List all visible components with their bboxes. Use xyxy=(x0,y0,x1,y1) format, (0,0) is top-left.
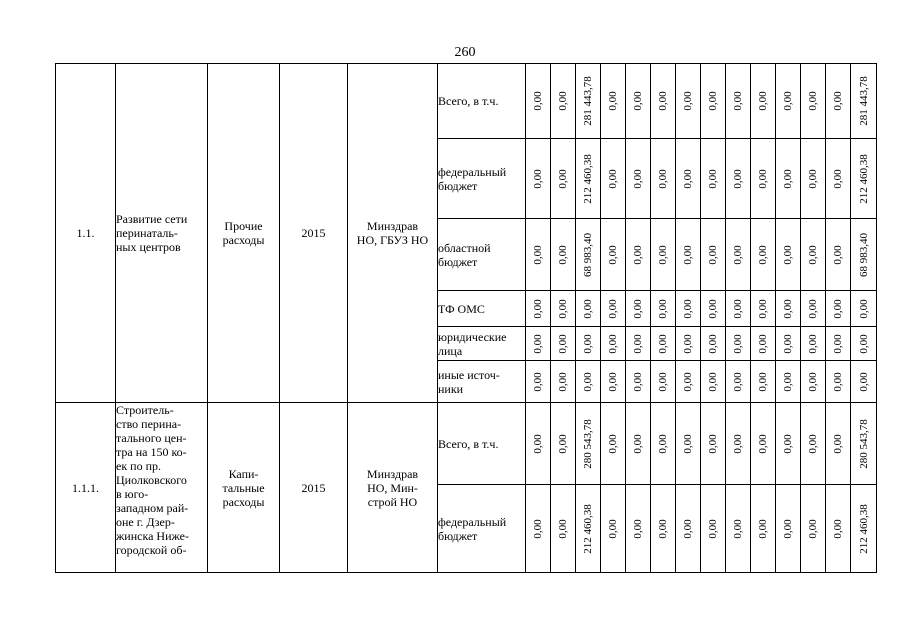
value-text: 0,00 xyxy=(807,433,819,454)
value-text: 0,00 xyxy=(807,333,819,354)
value-text: 0,00 xyxy=(707,168,719,189)
value-cell xyxy=(626,327,651,361)
value-cell xyxy=(626,64,651,139)
value-cell xyxy=(551,64,576,139)
value-cell xyxy=(751,139,776,219)
value-text: 0,00 xyxy=(782,518,794,539)
value-cell xyxy=(601,291,626,327)
value-text: 0,00 xyxy=(607,371,619,392)
value-text: 0,00 xyxy=(782,168,794,189)
text-line: ники xyxy=(438,381,464,396)
value-text: 0,00 xyxy=(732,168,744,189)
value-text: 0,00 xyxy=(682,371,694,392)
value-text: 0,00 xyxy=(757,298,769,319)
text-line: ек по пр. xyxy=(116,459,161,473)
value-cell xyxy=(751,291,776,327)
value-text: 0,00 xyxy=(857,298,870,319)
value-text: 0,00 xyxy=(757,371,769,392)
value-text: 0,00 xyxy=(557,371,569,392)
value-cell xyxy=(651,64,676,139)
value-cell xyxy=(626,485,651,573)
text-line: ных центров xyxy=(116,240,181,254)
value-text: 0,00 xyxy=(707,518,719,539)
value-text: 0,00 xyxy=(532,518,544,539)
value-cell xyxy=(701,327,726,361)
value-cell xyxy=(551,403,576,485)
value-text: 0,00 xyxy=(707,91,719,111)
value-cell xyxy=(751,327,776,361)
value-cell xyxy=(701,219,726,291)
value-cell xyxy=(776,485,801,573)
text-line: бюджет xyxy=(438,178,478,193)
value-cell xyxy=(801,485,826,573)
value-text: 0,00 xyxy=(832,371,844,392)
value-cell xyxy=(601,139,626,219)
value-cell xyxy=(651,327,676,361)
value-text: 0,00 xyxy=(557,298,569,319)
value-text: 0,00 xyxy=(532,91,544,111)
value-text: 0,00 xyxy=(582,333,594,354)
value-cell xyxy=(776,291,801,327)
value-cell xyxy=(576,139,601,219)
value-text: 280 543,78 xyxy=(582,418,594,469)
value-text: 0,00 xyxy=(532,371,544,392)
value-cell xyxy=(551,219,576,291)
table-row xyxy=(56,403,877,485)
value-cell xyxy=(776,139,801,219)
value-cell xyxy=(701,361,726,403)
value-cell xyxy=(651,139,676,219)
value-cell xyxy=(776,403,801,485)
value-text: 0,00 xyxy=(682,433,694,454)
value-cell xyxy=(551,139,576,219)
value-cell xyxy=(801,361,826,403)
value-cell xyxy=(526,291,551,327)
value-text: 0,00 xyxy=(757,244,769,265)
value-text: 0,00 xyxy=(732,371,744,392)
value-cell xyxy=(751,64,776,139)
value-text: 0,00 xyxy=(732,298,744,319)
value-text: 0,00 xyxy=(632,371,644,392)
text-line: Капи- xyxy=(228,466,259,481)
value-text: 0,00 xyxy=(557,518,569,539)
value-text: 212 460,38 xyxy=(582,503,594,554)
value-cell xyxy=(526,327,551,361)
value-text: 0,00 xyxy=(857,333,870,354)
value-cell xyxy=(801,139,826,219)
value-text: 212 460,38 xyxy=(582,153,594,204)
value-cell xyxy=(726,361,751,403)
text-line: НО, ГБУЗ НО xyxy=(356,233,429,247)
value-text: 0,00 xyxy=(707,298,719,319)
value-cell xyxy=(576,403,601,485)
page-number: 260 xyxy=(454,45,476,60)
value-cell xyxy=(726,403,751,485)
value-cell xyxy=(826,361,851,403)
value-text: 0,00 xyxy=(557,333,569,354)
value-cell xyxy=(526,139,551,219)
text-line: бюджет xyxy=(438,528,478,543)
value-cell xyxy=(526,219,551,291)
value-cell xyxy=(751,403,776,485)
text-line: федеральный xyxy=(438,164,507,179)
text-line: федеральный xyxy=(438,514,507,529)
value-text: 0,00 xyxy=(682,333,694,354)
value-cell xyxy=(751,361,776,403)
value-cell xyxy=(851,403,877,485)
value-cell xyxy=(551,291,576,327)
value-text: 0,00 xyxy=(557,244,569,265)
value-text: 0,00 xyxy=(682,91,694,111)
value-text: 281 443,78 xyxy=(857,76,870,126)
value-text: 0,00 xyxy=(707,333,719,354)
text-line: западном рай- xyxy=(116,501,189,515)
value-cell xyxy=(651,291,676,327)
value-text: 0,00 xyxy=(857,371,870,392)
value-cell xyxy=(701,485,726,573)
text-line: Развитие сети xyxy=(116,212,188,226)
text-line: Строитель- xyxy=(116,403,174,417)
value-text: 0,00 xyxy=(807,244,819,265)
value-cell xyxy=(776,219,801,291)
value-cell xyxy=(626,291,651,327)
value-cell xyxy=(826,64,851,139)
value-text: 0,00 xyxy=(557,433,569,454)
value-text: 0,00 xyxy=(832,168,844,189)
value-text: 0,00 xyxy=(557,91,569,111)
value-text: 0,00 xyxy=(582,298,594,319)
value-text: 0,00 xyxy=(607,333,619,354)
text-line: ство перина- xyxy=(116,417,182,431)
item-name xyxy=(116,64,208,403)
item-number: 1.1. xyxy=(56,64,116,403)
value-cell xyxy=(551,361,576,403)
value-cell xyxy=(676,403,701,485)
funding-source xyxy=(438,219,526,291)
value-text: 0,00 xyxy=(532,298,544,319)
value-text: 0,00 xyxy=(707,433,719,454)
value-text: 0,00 xyxy=(657,518,669,539)
value-cell xyxy=(726,291,751,327)
value-cell xyxy=(751,485,776,573)
value-cell xyxy=(601,64,626,139)
value-text: 0,00 xyxy=(832,244,844,265)
value-cell xyxy=(676,327,701,361)
text-line: оне г. Дзер- xyxy=(116,515,175,529)
value-text: 0,00 xyxy=(782,371,794,392)
value-text: 0,00 xyxy=(632,518,644,539)
value-cell xyxy=(701,403,726,485)
value-text: 0,00 xyxy=(757,433,769,454)
value-cell xyxy=(601,361,626,403)
value-cell xyxy=(801,219,826,291)
value-cell xyxy=(726,139,751,219)
value-cell xyxy=(576,219,601,291)
value-text: 0,00 xyxy=(607,433,619,454)
value-cell xyxy=(726,485,751,573)
value-cell xyxy=(676,361,701,403)
value-text: 0,00 xyxy=(632,168,644,189)
value-cell xyxy=(851,219,877,291)
value-text: 0,00 xyxy=(782,91,794,111)
value-text: 0,00 xyxy=(782,433,794,454)
text-line: юридические xyxy=(438,329,507,344)
value-cell xyxy=(651,219,676,291)
value-text: 0,00 xyxy=(532,244,544,265)
funding-source xyxy=(438,291,526,327)
text-line: перинаталь- xyxy=(116,226,178,240)
text-line: Минздрав xyxy=(366,219,419,233)
text-line: городской об- xyxy=(116,543,187,557)
value-cell xyxy=(826,403,851,485)
executor xyxy=(348,64,438,403)
value-cell xyxy=(676,64,701,139)
value-cell xyxy=(676,219,701,291)
budget-table xyxy=(55,63,877,573)
value-text: 68 983,40 xyxy=(857,232,870,277)
value-text: 0,00 xyxy=(657,371,669,392)
value-text: 0,00 xyxy=(657,298,669,319)
text-line: ТФ ОМС xyxy=(438,301,485,316)
item-name xyxy=(116,403,208,573)
text-line: тра на 150 ко- xyxy=(116,445,187,459)
value-text: 0,00 xyxy=(757,518,769,539)
item-number: 1.1.1. xyxy=(56,403,116,573)
value-cell xyxy=(551,327,576,361)
value-text: 0,00 xyxy=(807,91,819,111)
text-line: расходы xyxy=(222,494,265,509)
value-text: 0,00 xyxy=(782,333,794,354)
year: 2015 xyxy=(280,403,348,573)
value-cell xyxy=(576,327,601,361)
value-text: 0,00 xyxy=(707,371,719,392)
value-cell xyxy=(676,291,701,327)
value-text: 212 460,38 xyxy=(857,153,870,204)
year: 2015 xyxy=(280,64,348,403)
value-text: 212 460,38 xyxy=(857,503,870,554)
text-line: тального цен- xyxy=(116,431,187,445)
value-cell xyxy=(851,139,877,219)
value-text: 0,00 xyxy=(732,518,744,539)
value-cell xyxy=(851,361,877,403)
value-text: 0,00 xyxy=(832,433,844,454)
value-text: 0,00 xyxy=(657,168,669,189)
funding-source xyxy=(438,361,526,403)
value-cell xyxy=(651,485,676,573)
text-line: в юго- xyxy=(116,487,149,501)
value-text: 0,00 xyxy=(807,298,819,319)
value-cell xyxy=(851,64,877,139)
expense-type xyxy=(208,403,280,573)
executor xyxy=(348,403,438,573)
value-text: 0,00 xyxy=(732,433,744,454)
value-cell xyxy=(826,291,851,327)
text-line: строй НО xyxy=(367,494,418,509)
value-text: 0,00 xyxy=(782,298,794,319)
table-row xyxy=(56,64,877,139)
value-text: 0,00 xyxy=(582,371,594,392)
value-cell xyxy=(851,327,877,361)
value-text: 0,00 xyxy=(657,333,669,354)
value-text: 0,00 xyxy=(657,433,669,454)
value-cell xyxy=(801,327,826,361)
value-cell xyxy=(726,64,751,139)
value-cell xyxy=(676,485,701,573)
value-cell xyxy=(576,291,601,327)
value-text: 0,00 xyxy=(532,333,544,354)
text-line: Прочие xyxy=(224,219,263,233)
value-cell xyxy=(651,403,676,485)
value-cell xyxy=(801,403,826,485)
text-line: расходы xyxy=(222,233,265,247)
value-text: 0,00 xyxy=(607,91,619,111)
value-cell xyxy=(551,485,576,573)
value-cell xyxy=(826,485,851,573)
value-cell xyxy=(776,361,801,403)
value-text: 0,00 xyxy=(832,333,844,354)
value-text: 0,00 xyxy=(732,244,744,265)
value-cell xyxy=(526,361,551,403)
value-cell xyxy=(701,64,726,139)
value-cell xyxy=(626,219,651,291)
value-cell xyxy=(576,64,601,139)
text-line: Циолковского xyxy=(116,473,187,487)
value-text: 0,00 xyxy=(807,518,819,539)
value-cell xyxy=(626,361,651,403)
text-line: тальные xyxy=(222,480,265,495)
value-text: 0,00 xyxy=(607,168,619,189)
value-text: 0,00 xyxy=(732,333,744,354)
text-line: лица xyxy=(438,343,463,358)
text-line: НО, Мин- xyxy=(367,480,418,495)
value-text: 280 543,78 xyxy=(857,418,870,469)
value-cell xyxy=(701,139,726,219)
value-cell xyxy=(526,64,551,139)
text-line: Всего, в т.ч. xyxy=(438,94,499,108)
value-text: 0,00 xyxy=(757,91,769,111)
funding-source xyxy=(438,327,526,361)
value-cell xyxy=(601,403,626,485)
value-text: 0,00 xyxy=(807,168,819,189)
value-cell xyxy=(526,403,551,485)
value-text: 0,00 xyxy=(632,298,644,319)
value-cell xyxy=(751,219,776,291)
value-text: 0,00 xyxy=(657,91,669,111)
value-cell xyxy=(626,139,651,219)
value-cell xyxy=(801,64,826,139)
value-cell xyxy=(726,327,751,361)
value-text: 0,00 xyxy=(632,244,644,265)
text-line: жинска Ниже- xyxy=(116,529,189,543)
value-text: 0,00 xyxy=(782,244,794,265)
funding-source xyxy=(438,64,526,139)
value-text: 0,00 xyxy=(707,244,719,265)
value-text: 0,00 xyxy=(532,168,544,189)
value-cell xyxy=(851,485,877,573)
value-cell xyxy=(801,291,826,327)
value-cell xyxy=(851,291,877,327)
value-cell xyxy=(776,327,801,361)
text-line: Всего, в т.ч. xyxy=(438,436,499,451)
value-cell xyxy=(526,485,551,573)
value-cell xyxy=(776,64,801,139)
value-text: 0,00 xyxy=(632,333,644,354)
value-text: 0,00 xyxy=(682,518,694,539)
value-text: 68 983,40 xyxy=(582,232,594,277)
value-text: 0,00 xyxy=(682,168,694,189)
value-text: 281 443,78 xyxy=(582,76,594,126)
value-cell xyxy=(826,139,851,219)
value-cell xyxy=(826,219,851,291)
value-cell xyxy=(576,361,601,403)
value-cell xyxy=(601,327,626,361)
value-cell xyxy=(701,291,726,327)
value-text: 0,00 xyxy=(732,91,744,111)
value-cell xyxy=(601,219,626,291)
funding-source xyxy=(438,403,526,485)
value-text: 0,00 xyxy=(532,433,544,454)
value-text: 0,00 xyxy=(682,298,694,319)
value-text: 0,00 xyxy=(757,333,769,354)
value-cell xyxy=(601,485,626,573)
value-text: 0,00 xyxy=(807,371,819,392)
text-line: бюджет xyxy=(438,254,478,269)
value-cell xyxy=(726,219,751,291)
value-text: 0,00 xyxy=(682,244,694,265)
value-text: 0,00 xyxy=(632,91,644,111)
value-text: 0,00 xyxy=(757,168,769,189)
value-text: 0,00 xyxy=(607,518,619,539)
value-text: 0,00 xyxy=(607,298,619,319)
value-text: 0,00 xyxy=(657,244,669,265)
value-text: 0,00 xyxy=(832,91,844,111)
text-line: областной xyxy=(438,240,491,255)
expense-type xyxy=(208,64,280,403)
value-text: 0,00 xyxy=(832,298,844,319)
value-text: 0,00 xyxy=(632,433,644,454)
value-text: 0,00 xyxy=(607,244,619,265)
value-cell xyxy=(676,139,701,219)
value-text: 0,00 xyxy=(557,168,569,189)
text-line: иные источ- xyxy=(438,367,500,382)
funding-source xyxy=(438,485,526,573)
text-line: Минздрав xyxy=(366,466,419,481)
value-cell xyxy=(576,485,601,573)
value-cell xyxy=(651,361,676,403)
value-cell xyxy=(826,327,851,361)
funding-source xyxy=(438,139,526,219)
value-cell xyxy=(626,403,651,485)
value-text: 0,00 xyxy=(832,518,844,539)
